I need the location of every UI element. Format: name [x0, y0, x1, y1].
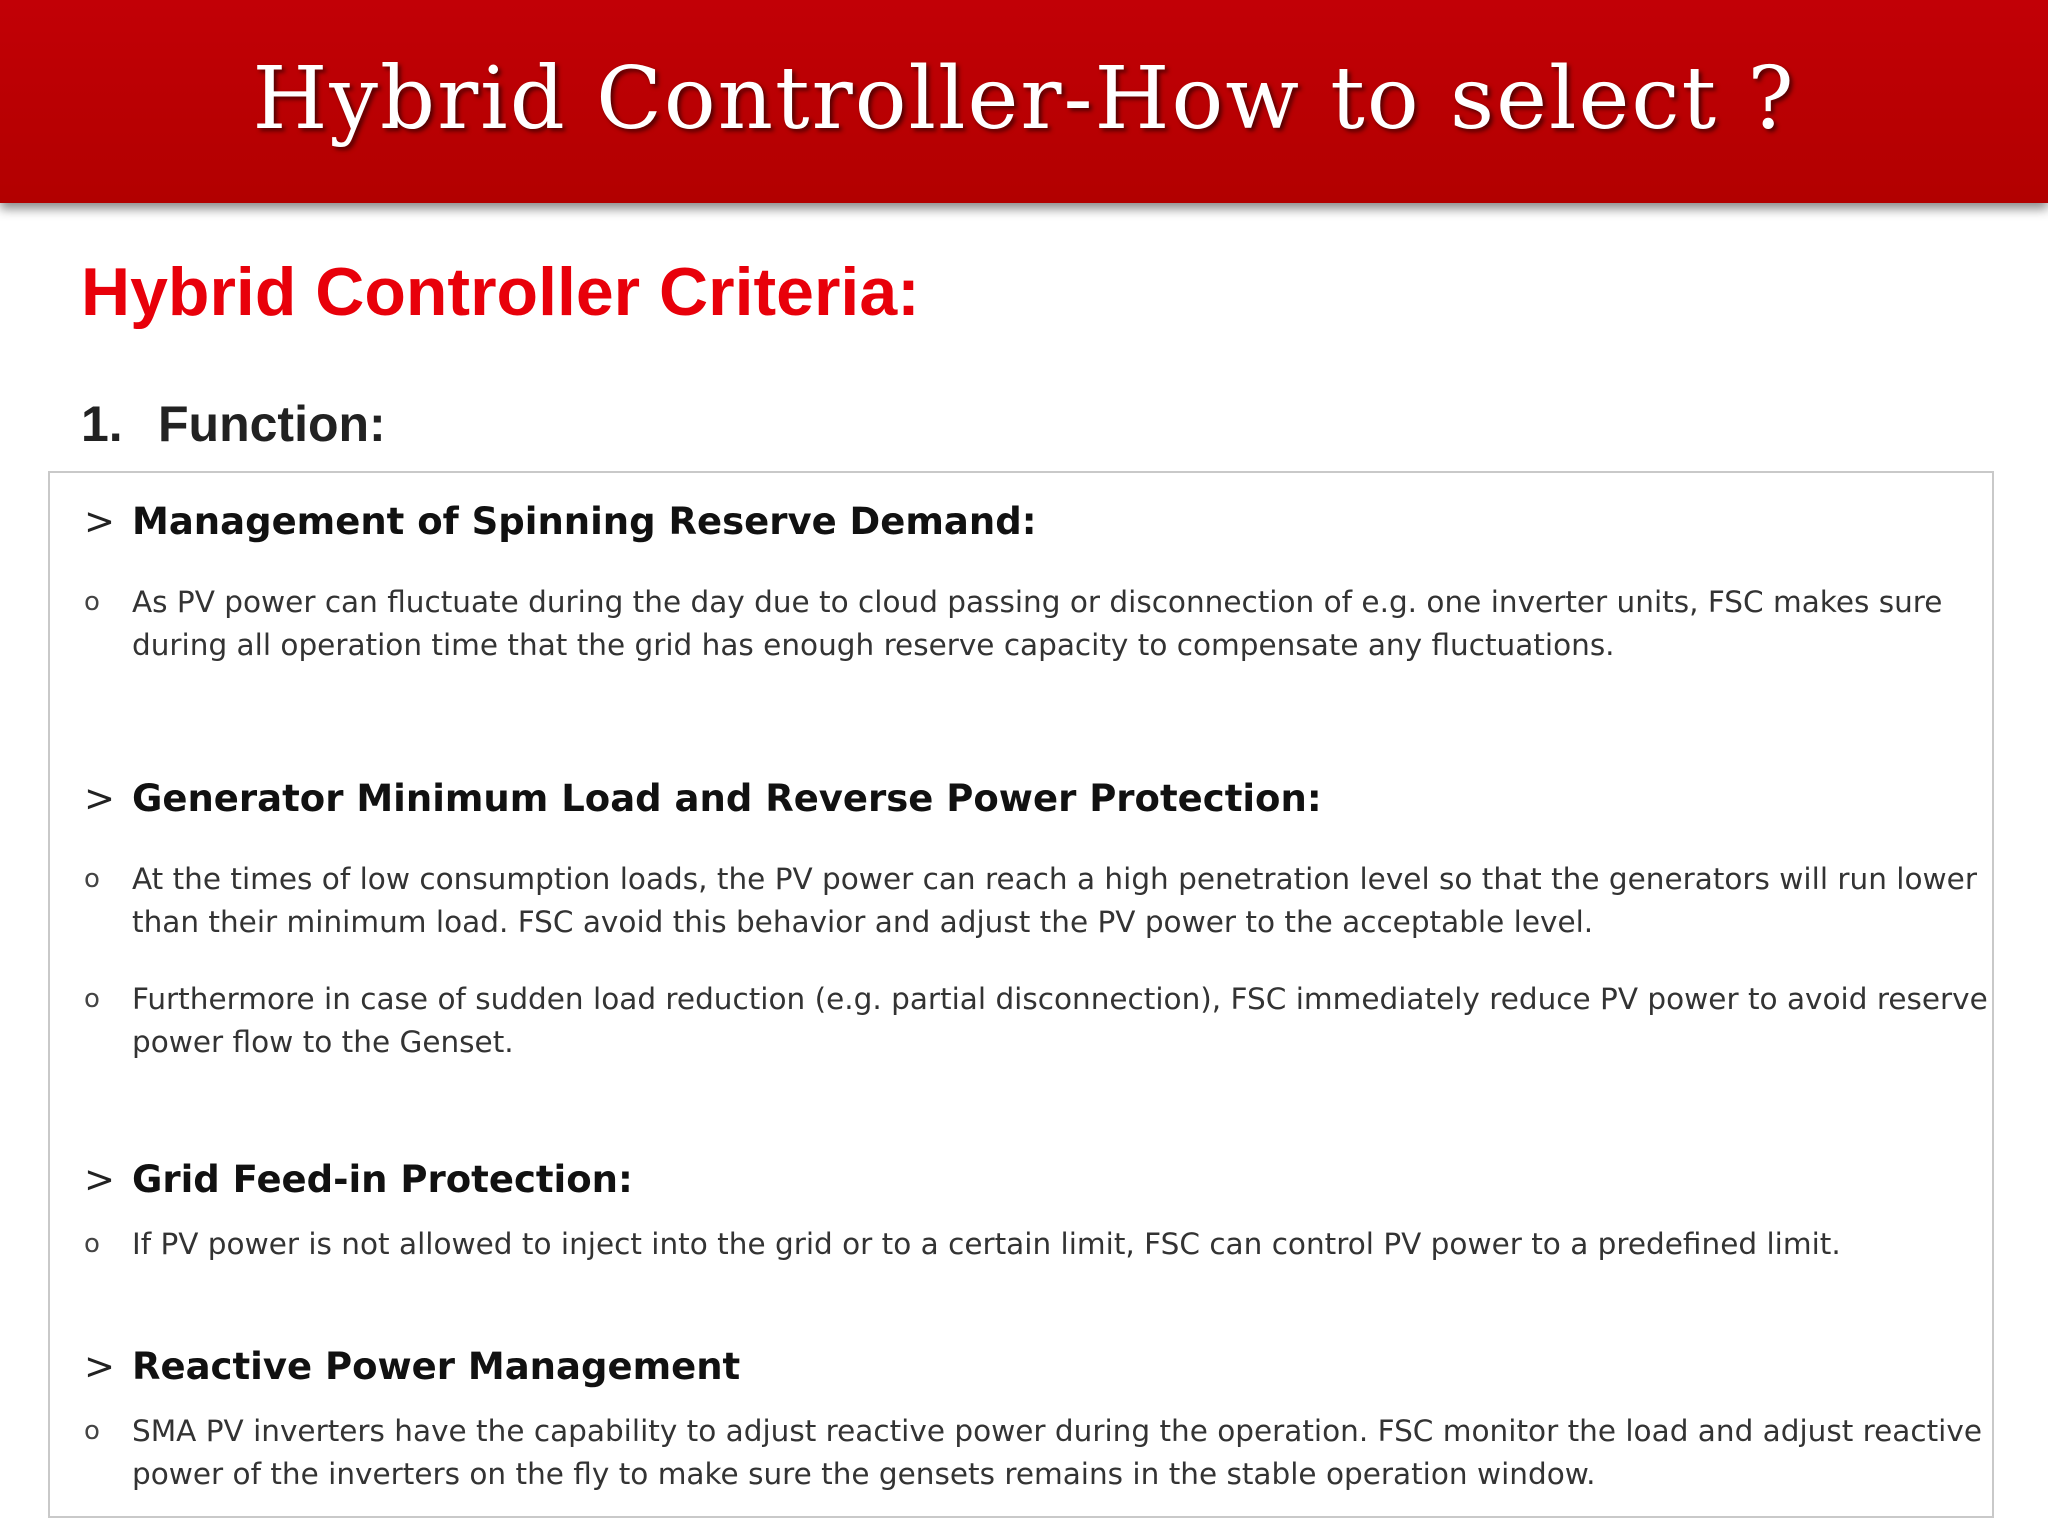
item-heading-grid-feed-in	[84, 1156, 633, 1204]
slide-title: Hybrid Controller-How to select ?	[252, 48, 1796, 149]
item-heading-text: Generator Minimum Load and Reverse Power Protection:	[132, 777, 1322, 820]
criteria-heading: Hybrid Controller Criteria:	[81, 254, 920, 330]
bullet-item	[84, 581, 1992, 667]
bullet-item	[84, 978, 1992, 1064]
circle-bullet-icon: o	[84, 984, 100, 1014]
bullet-text: As PV power can fluctuate during the day due to cloud passing or disconnection of e.g. one inverter units, FSC makes sure during all operation time that the grid has enough reserve capacity to compensate any fluctuations.	[132, 585, 1943, 662]
chevron-right-icon: >	[84, 1345, 116, 1388]
circle-bullet-icon: o	[84, 587, 100, 617]
bullet-text: At the times of low consumption loads, the PV power can reach a high penetration level so that the generators will run lower than their minimum load. FSC avoid this behavior and adjust the PV power to the acceptable level.	[132, 862, 1977, 939]
circle-bullet-icon: o	[84, 1416, 100, 1446]
bullet-text: Furthermore in case of sudden load reduction (e.g. partial disconnection), FSC immediately reduce PV power to avoid reserve power flow to the Genset.	[132, 982, 1988, 1059]
section-heading	[81, 394, 386, 454]
item-heading-text: Reactive Power Management	[132, 1345, 741, 1388]
chevron-right-icon: >	[84, 500, 116, 543]
item-heading-reactive-power	[84, 1343, 740, 1391]
bullet-text: SMA PV inverters have the capability to adjust reactive power during the operation. FSC monitor the load and adjust reactive power of the inverters on the fly to make sure the gensets remains in the stable operation window.	[132, 1414, 1982, 1491]
bullet-item	[84, 858, 1992, 944]
chevron-right-icon: >	[84, 1158, 116, 1201]
item-heading-text: Management of Spinning Reserve Demand:	[132, 500, 1037, 543]
circle-bullet-icon: o	[84, 864, 100, 894]
item-heading-text: Grid Feed-in Protection:	[132, 1158, 633, 1201]
function-content-box	[48, 471, 1994, 1518]
section-label: Function:	[158, 396, 386, 452]
circle-bullet-icon: o	[84, 1229, 100, 1259]
section-number: 1.	[81, 396, 123, 452]
bullet-text: If PV power is not allowed to inject into the grid or to a certain limit, FSC can control PV power to a predefined limit.	[132, 1227, 1841, 1261]
title-banner	[0, 0, 2048, 203]
chevron-right-icon: >	[84, 777, 116, 820]
bullet-item	[84, 1410, 1992, 1496]
bullet-item	[84, 1223, 1992, 1266]
item-heading-minimum-load	[84, 775, 1322, 823]
item-heading-spinning-reserve	[84, 498, 1037, 546]
